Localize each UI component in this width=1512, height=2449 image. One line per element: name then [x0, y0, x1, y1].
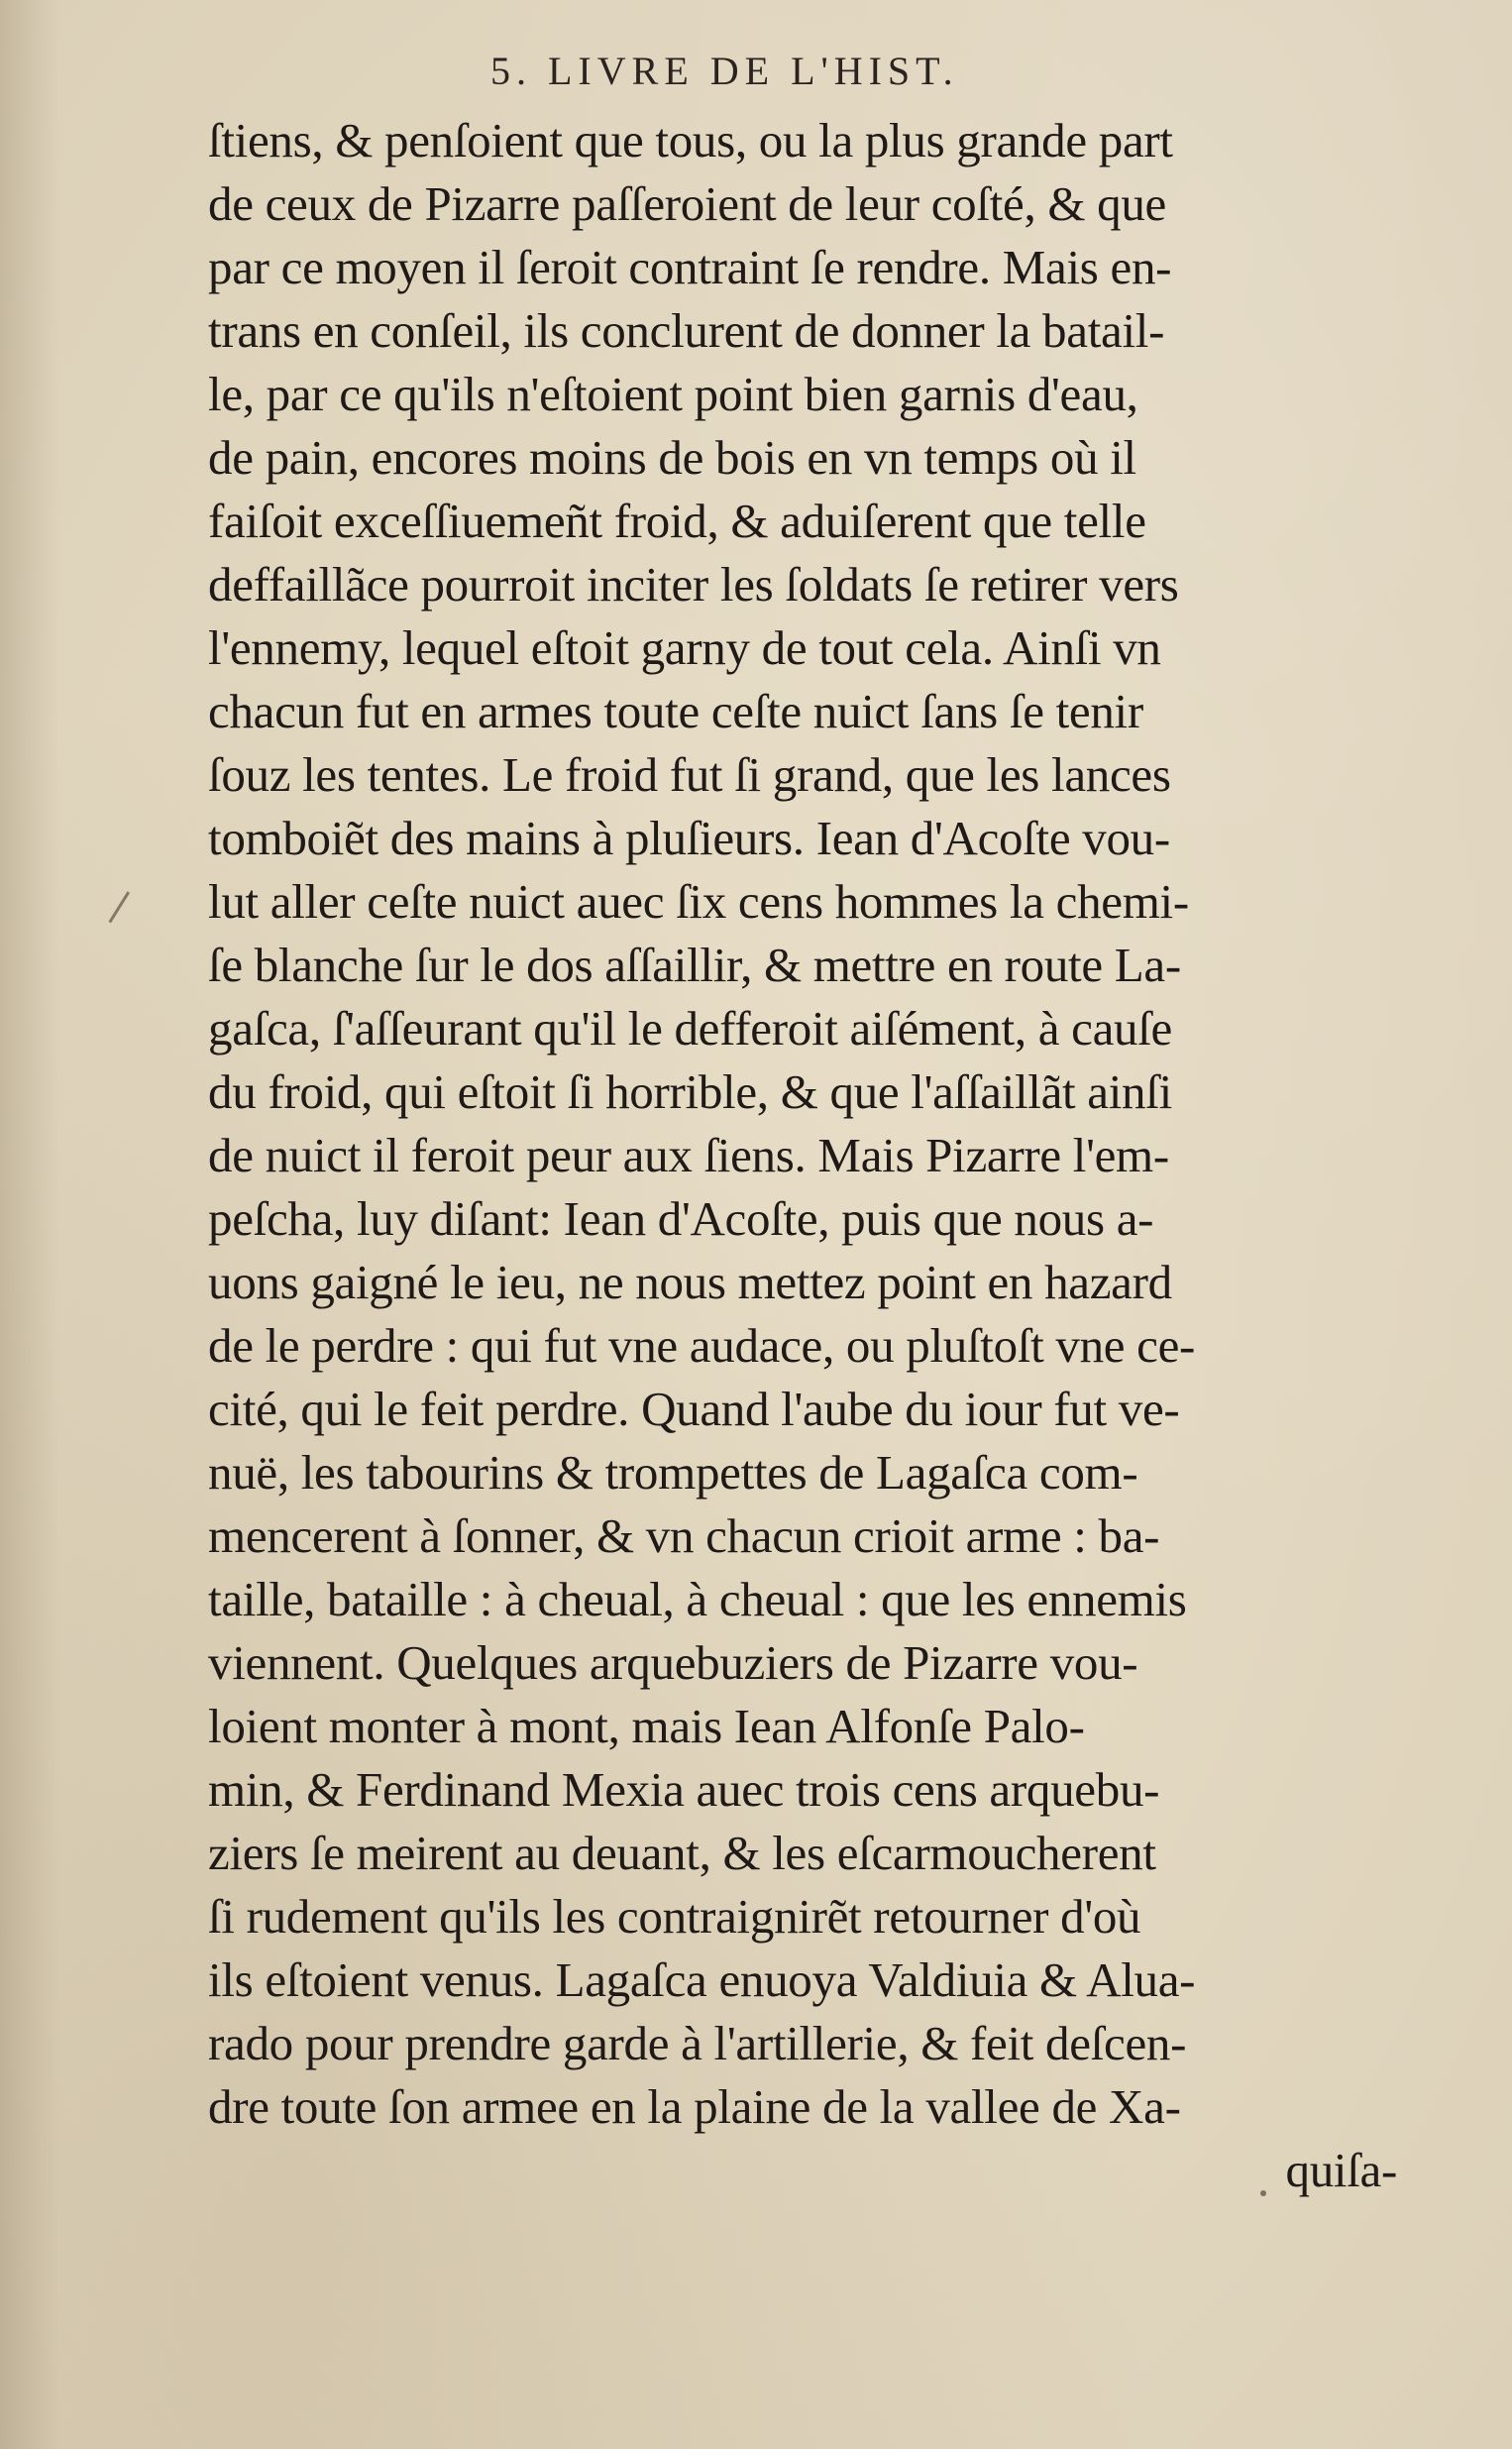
text-line: taille, bataille : à cheual, à cheual : que les ennemis — [208, 1572, 1187, 1626]
text-line: dre toute ſon armee en la plaine de la vallee de Xa- — [208, 2079, 1181, 2134]
text-line: loient monter à mont, mais Iean Alfonſe Palo- — [208, 1699, 1085, 1753]
text-block — [208, 109, 1397, 2202]
text-line: ſe blanche ſur le dos aſſaillir, & mettre en route La- — [208, 938, 1181, 992]
text-line: de pain, encores moins de bois en vn temps où il — [208, 430, 1136, 485]
spine-shadow — [0, 0, 59, 2449]
text-line: mencerent à ſonner, & vn chacun crioit arme : ba- — [208, 1508, 1160, 1563]
running-head: 5. LIVRE DE L'HIST. — [490, 49, 959, 93]
text-line: ſouz les tentes. Le froid fut ſi grand, que les lances — [208, 747, 1171, 802]
text-line: tomboiẽt des mains à pluſieurs. Iean d'Acoſte vou- — [208, 811, 1170, 865]
text-line: trans en conſeil, ils conclurent de donner la batail- — [208, 303, 1165, 358]
text-line: viennent. Quelques arquebuziers de Pizarre vou- — [208, 1635, 1138, 1690]
text-line: min, & Ferdinand Mexia auec trois cens arquebu- — [208, 1762, 1160, 1817]
text-line: chacun fut en armes toute ceſte nuict ſans ſe tenir — [208, 684, 1143, 738]
margin-ink-mark — [108, 891, 138, 928]
text-line: l'ennemy, lequel eſtoit garny de tout cela. Ainſi vn — [208, 620, 1161, 675]
text-line: lut aller ceſte nuict auec ſix cens hommes la chemi- — [208, 874, 1189, 929]
text-line: peſcha, luy diſant: Iean d'Acoſte, puis que nous a- — [208, 1191, 1154, 1246]
text-line: nuë, les tabourins & trompettes de Lagaſca com- — [208, 1445, 1138, 1500]
ink-speck — [1260, 2190, 1266, 2196]
text-line: du froid, qui eſtoit ſi horrible, & que l'aſſaillãt ainſi — [208, 1064, 1172, 1119]
text-line: le, par ce qu'ils n'eſtoient point bien garnis d'eau, — [208, 367, 1138, 421]
text-line: ſtiens, & penſoient que tous, ou la plus grande part — [208, 113, 1173, 167]
text-line: ziers ſe meirent au deuant, & les eſcarmoucherent — [208, 1826, 1156, 1880]
catchword: quiſa- — [1285, 2143, 1397, 2197]
text-line: rado pour prendre garde à l'artillerie, & feit deſcen- — [208, 2016, 1187, 2070]
text-line: uons gaigné le ieu, ne nous mettez point en hazard — [208, 1255, 1172, 1309]
text-line: deffaillãce pourroit inciter les ſoldats ſe retirer vers — [208, 557, 1179, 612]
text-line: faiſoit exceſſiuemeñt froid, & aduiſerent que telle — [208, 494, 1146, 548]
text-line: par ce moyen il ſeroit contraint ſe rendre. Mais en- — [208, 240, 1172, 294]
text-line: cité, qui le feit perdre. Quand l'aube du iour fut ve- — [208, 1382, 1180, 1436]
text-line: ils eſtoient venus. Lagaſca enuoya Valdiuia & Alua- — [208, 1952, 1196, 2007]
text-line: de nuict il feroit peur aux ſiens. Mais Pizarre l'em- — [208, 1128, 1169, 1182]
text-line: gaſca, ſ'aſſeurant qu'il le defferoit aiſément, à cauſe — [208, 1001, 1172, 1056]
text-line: de ceux de Pizarre paſſeroient de leur coſté, & que — [208, 176, 1166, 231]
text-line: de le perdre : qui fut vne audace, ou pluſtoſt vne ce- — [208, 1318, 1196, 1373]
text-line: ſi rudement qu'ils les contraignirẽt retourner d'où — [208, 1889, 1141, 1944]
